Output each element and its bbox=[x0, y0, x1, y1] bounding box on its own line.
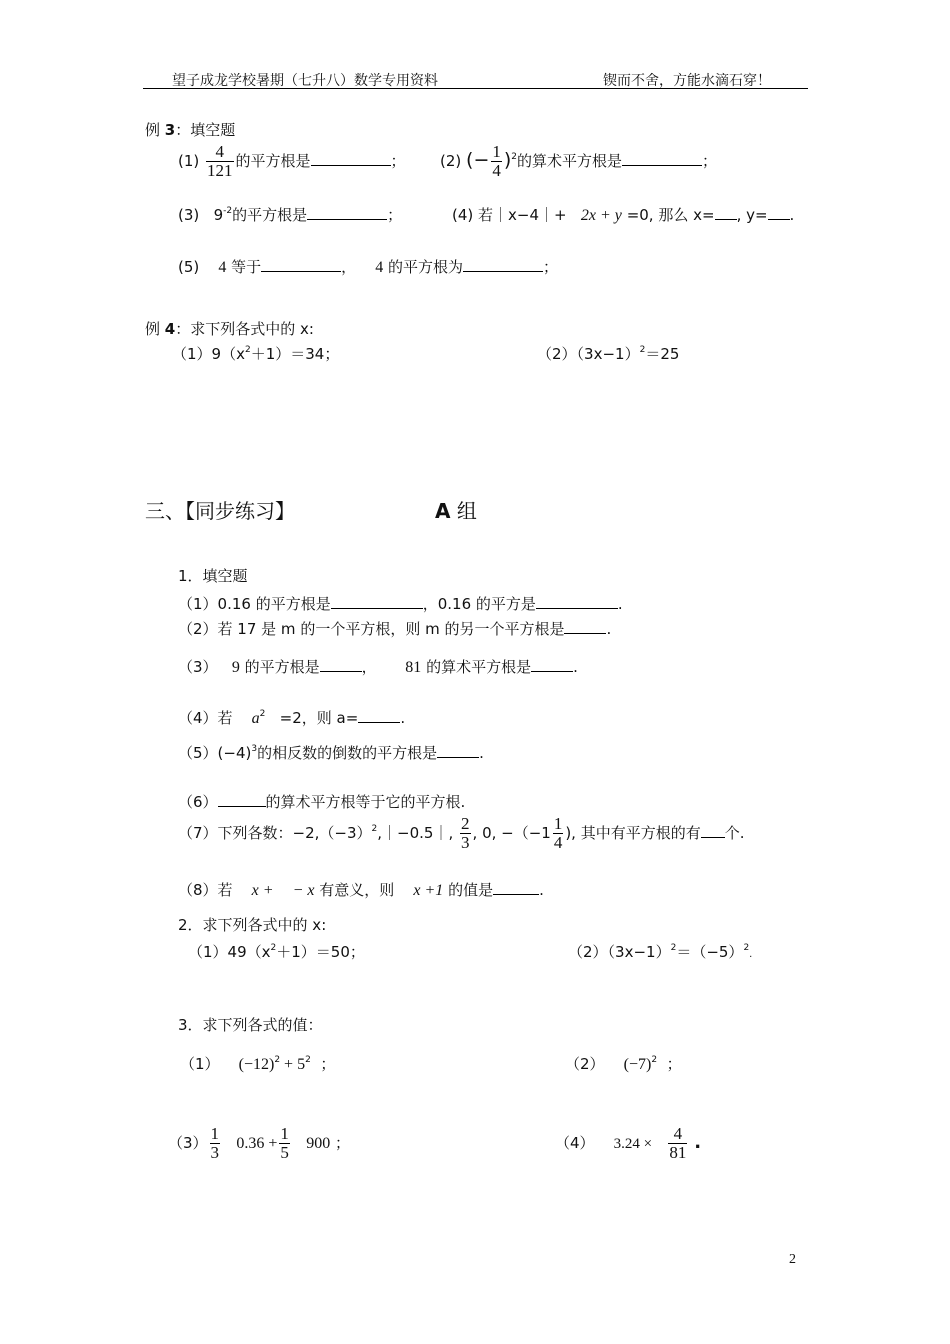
ex4-q2: $(2)(3x-1)^2=25$ bbox=[537, 345, 680, 363]
p1-l4: （4）若 $a^2$ =2，则 a= . bbox=[178, 709, 406, 727]
answer-blank[interactable] bbox=[463, 257, 543, 272]
ex3-q1: (1) $\frac{4}{121}$ 的平方根是 ； bbox=[178, 142, 406, 180]
answer-blank[interactable] bbox=[218, 792, 266, 807]
fraction-2-3: $\frac{2}{3}$ bbox=[461, 814, 470, 852]
section-title: 三、【同步练习】 bbox=[145, 499, 295, 523]
example-3-title: 例 3：填空题 bbox=[145, 121, 236, 139]
ex3-q4: (4) 若｜x−4｜+ 2x + y =0, 那么 x= , y= . bbox=[452, 206, 795, 224]
answer-blank[interactable] bbox=[437, 743, 479, 758]
answer-blank[interactable] bbox=[307, 205, 387, 220]
p3-q2: （2） $(-7)^2$ ； bbox=[565, 1055, 682, 1073]
answer-blank-x[interactable] bbox=[715, 205, 737, 220]
p1-l5: $(5)(-4)^3$的相反数的倒数的平方根是 . bbox=[178, 744, 484, 762]
problem-1-title: 1．填空题 bbox=[178, 567, 248, 585]
fraction-1-5: $\frac{1}{5}$ bbox=[280, 1124, 289, 1162]
p3-q3: （3） $\frac{1}{3}$ 0.36 + $\frac{1}{5}$ 900 ； bbox=[168, 1124, 350, 1162]
fraction-4-121: $\frac{4}{121}$ bbox=[207, 142, 233, 180]
answer-blank[interactable] bbox=[311, 151, 391, 166]
example-4-title: 例 4：求下列各式中的 x: bbox=[145, 320, 314, 338]
answer-blank[interactable] bbox=[320, 657, 362, 672]
answer-blank[interactable] bbox=[701, 823, 725, 838]
header-left: 望子成龙学校暑期（七升八）数学专用资料 bbox=[172, 73, 438, 89]
fraction-4-81: $\frac{4}{81}$ bbox=[669, 1124, 687, 1162]
answer-blank[interactable] bbox=[358, 708, 400, 723]
p2-q2: $(2)(3x-1)^2=(-5)^2$. bbox=[568, 943, 753, 961]
p1-l1: （1）0.16 的平方根是 ，0.16 的平方是 . bbox=[178, 595, 623, 613]
problem-3-title: 3．求下列各式的值： bbox=[178, 1016, 323, 1034]
fraction-1-3: $\frac{1}{3}$ bbox=[210, 1124, 220, 1162]
answer-blank[interactable] bbox=[261, 257, 341, 272]
header-right: 锲而不舍，方能水滴石穿！ bbox=[603, 73, 771, 89]
answer-blank[interactable] bbox=[564, 619, 606, 634]
answer-blank[interactable] bbox=[622, 151, 702, 166]
answer-blank[interactable] bbox=[531, 657, 573, 672]
p1-l3: （3） 9 的平方根是 ， 81 的算术平方根是 . bbox=[178, 658, 578, 676]
ex4-q1: $(1)9(x^2+1)=34$； bbox=[172, 345, 340, 363]
p1-l2: （2）若 17 是 m 的一个平方根，则 m 的另一个平方根是 . bbox=[178, 620, 612, 638]
ex3-q3: (3) $9^{-2}$的平方根是 ； bbox=[178, 206, 403, 224]
fraction-1-4: $\frac{1}{4}$ bbox=[492, 142, 501, 180]
p1-l7: （7）下列各数：$-2,(-3)^2,|-0.5|$, $\frac{2}{3}$ , 0, −（−1 $\frac{1}{4}$ ), 其中有平方根的有 个. bbox=[178, 814, 745, 852]
fraction-1-4: $\frac{1}{4}$ bbox=[553, 814, 563, 852]
p3-q4: （4） 3.24 × $\frac{4}{81}$ . bbox=[555, 1124, 702, 1162]
p3-q1: （1） $(-12)^2 + 5^2$ ； bbox=[180, 1055, 336, 1073]
p1-l6: （6） 的算术平方根等于它的平方根. bbox=[178, 793, 466, 811]
page-number: 2 bbox=[789, 1252, 796, 1267]
answer-blank-y[interactable] bbox=[768, 205, 790, 220]
header-rule bbox=[143, 88, 808, 89]
answer-blank[interactable] bbox=[493, 880, 539, 895]
ex3-q2: (2) (− $\frac{1}{4}$ )$^2$的算术平方根是 ； bbox=[440, 142, 718, 180]
answer-blank[interactable] bbox=[331, 594, 423, 609]
p1-l8: （8）若 x + − x 有意义，则 x +1 的值是 . bbox=[178, 881, 544, 899]
ex3-q5: (5) 4 等于 ， 4 的平方根为 ； bbox=[178, 258, 559, 276]
problem-2-title: 2．求下列各式中的 x: bbox=[178, 916, 327, 934]
p2-q1: $(1)49(x^2+1)=50$； bbox=[188, 943, 365, 961]
group-label: A 组 bbox=[435, 499, 477, 523]
answer-blank[interactable] bbox=[536, 594, 618, 609]
